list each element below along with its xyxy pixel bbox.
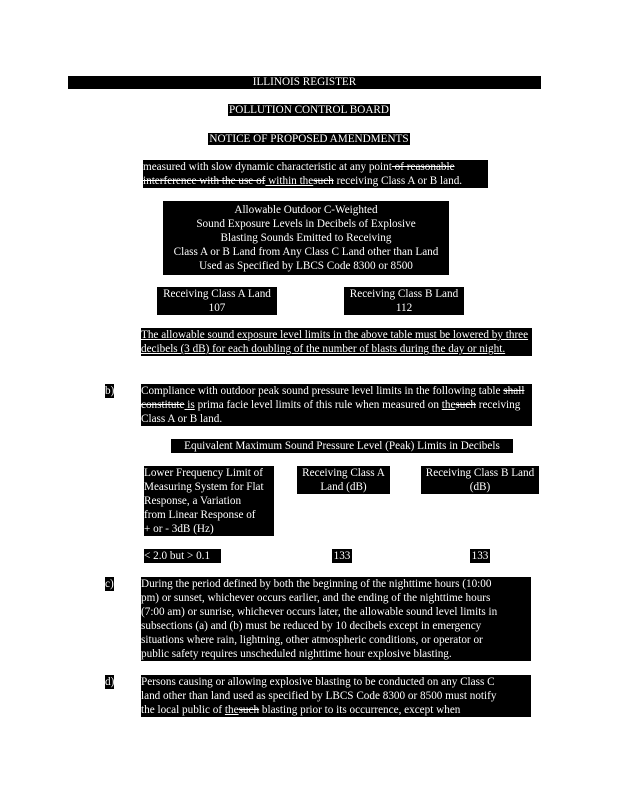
peak-col1-line: + or - 3dB (Hz) — [144, 523, 214, 535]
caption-line: Allowable Outdoor C-Weighted — [234, 204, 378, 216]
notice-heading — [0, 133, 618, 146]
intro-inserted-1: within the — [265, 175, 314, 187]
peak-table-title: Equivalent Maximum Sound Pressure Level (Peak) Limits in Decibels — [171, 439, 513, 453]
peak-col2-line: Receiving Class A — [302, 467, 385, 479]
section-d-text-2: blasting prior to its occurrence, except when — [259, 704, 461, 716]
section-b-text-1: Compliance with outdoor peak sound pressure level limits in the following table — [141, 385, 504, 397]
section-b-marker: b) — [105, 385, 115, 397]
register-title: ILLINOIS REGISTER — [252, 76, 357, 88]
caption-line: Used as Specified by LBCS Code 8300 or 8500 — [199, 260, 413, 272]
peak-col-class-a-header — [297, 466, 390, 494]
class-b-value: 112 — [395, 302, 413, 314]
intro-deleted-2: such — [313, 175, 334, 187]
peak-row-class-b: 133 — [471, 550, 489, 562]
intro-text-1: measured with slow dynamic characteristic at any point — [143, 161, 392, 173]
section-c-marker: c) — [105, 578, 114, 590]
board-name: POLLUTION CONTROL BOARD — [229, 104, 389, 116]
section-c-text — [141, 577, 531, 661]
caption-line: Class A or B Land from Any Class C Land other than Land — [173, 246, 439, 258]
class-b-header: Receiving Class B Land — [349, 288, 459, 300]
class-a-value: 107 — [208, 302, 226, 314]
lowering-note-text: The allowable sound exposure level limits in the above table must be lowered by three decibels (3 dB) for each doubling of the number of blasts during the day or night. — [141, 329, 529, 355]
section-c-line: public safety requires unscheduled nighttime hour explosive blasting. — [141, 648, 452, 660]
board-heading — [0, 104, 618, 117]
intro-deleted-1: of reasonable interference with the use of — [143, 161, 455, 187]
notice-title: NOTICE OF PROPOSED AMENDMENTS — [209, 133, 409, 145]
section-c-line: During the period defined by both the beginning of the nighttime hours (10:00 — [141, 578, 492, 590]
section-b-deleted-2: such — [455, 399, 476, 411]
class-a-column — [157, 287, 277, 315]
intro-text-2: receiving Class A or B land. — [333, 175, 463, 187]
caption-line: Sound Exposure Levels in Decibels of Explosive — [196, 218, 416, 230]
section-b-deleted-1: shall constitute — [141, 385, 525, 411]
section-d-line-3 — [141, 703, 531, 717]
peak-col1-line: Lower Frequency Limit of — [144, 467, 263, 479]
peak-col3-line: Receiving Class B Land — [425, 467, 535, 479]
peak-row-frequency: < 2.0 but > 0.1 — [144, 549, 221, 563]
section-d-line: land other than land used as specified by LBCS Code 8300 or 8500 must notify — [141, 690, 497, 702]
section-c-line: (7:00 am) or sunrise, whichever occurs later, the allowable sound level limits in — [141, 606, 498, 618]
section-d-text-1: the local public of — [141, 704, 225, 716]
section-d-line: Persons causing or allowing explosive blasting to be conducted on any Class C — [141, 676, 495, 688]
class-b-column — [344, 287, 464, 315]
section-b-text-2: prima facie level limits of this rule when measured on — [194, 399, 442, 411]
section-b-text — [141, 384, 532, 426]
caption-line: Blasting Sounds Emitted to Receiving — [220, 232, 392, 244]
section-c-line: situations where rain, lightning, other atmospheric conditions, or operator or — [141, 634, 483, 646]
peak-col2-line: Land (dB) — [320, 481, 367, 493]
peak-col1-line: from Linear Response of — [144, 509, 256, 521]
peak-row-class-a: 133 — [333, 550, 351, 562]
intro-paragraph — [143, 160, 488, 188]
section-d-deleted: such — [238, 704, 260, 716]
section-b-text-3: receiving Class A or B land. — [141, 399, 521, 425]
section-b-inserted-2: the — [441, 399, 456, 411]
section-d-text — [141, 675, 531, 717]
peak-col3-line: (dB) — [469, 481, 491, 493]
section-c-line: subsections (a) and (b) must be reduced by 10 decibels except in emergency — [141, 620, 482, 632]
section-b-inserted-1: is — [184, 399, 195, 411]
peak-col-class-b-header — [421, 466, 539, 494]
class-a-header: Receiving Class A Land — [163, 288, 271, 300]
peak-col1-line: Measuring System for Flat — [144, 481, 264, 493]
section-c-line: pm) or sunset, whichever occurs earlier, and the ending of the nighttime hours — [141, 592, 491, 604]
peak-col-frequency-header — [144, 466, 274, 536]
section-d-inserted: the — [224, 704, 239, 716]
explosive-table-caption — [163, 201, 449, 275]
section-d-marker: d) — [105, 676, 115, 688]
peak-col1-line: Response, a Variation — [144, 495, 242, 507]
lowering-note — [141, 328, 532, 356]
